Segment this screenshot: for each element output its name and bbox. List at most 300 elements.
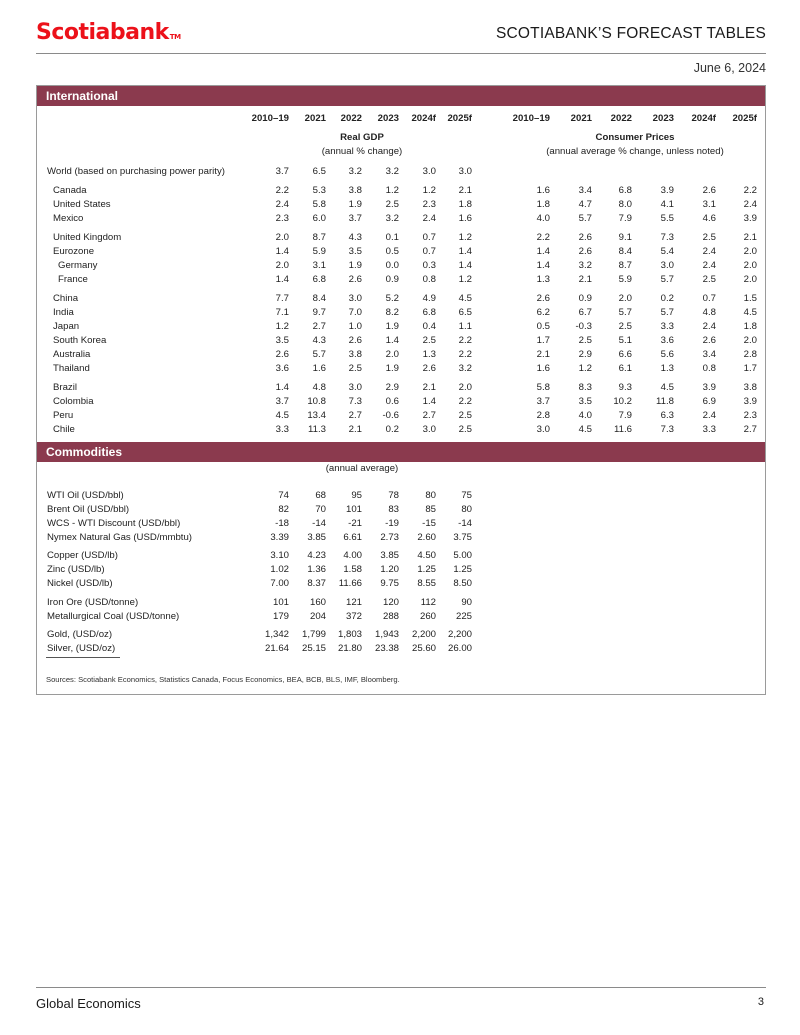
country-label: Eurozone [53,246,95,257]
column-header-gdp-year: 2010–19 [251,113,289,124]
commodity-value-cell: 9.75 [380,578,399,589]
gdp-value-cell: 0.5 [385,246,399,257]
cpi-value-cell: 2.5 [702,232,716,243]
country-label: Japan [53,321,80,332]
commodity-value-cell: 112 [420,597,436,608]
cpi-value-cell: 5.8 [536,382,550,393]
cpi-value-cell: 5.9 [618,274,632,285]
cpi-value-cell: 2.3 [743,410,757,421]
cpi-value-cell: 3.6 [660,335,674,346]
cpi-value-cell: 1.3 [660,363,674,374]
cpi-value-cell: 1.3 [536,274,550,285]
gdp-value-cell: 2.5 [385,199,399,210]
gdp-value-cell: 3.5 [348,246,362,257]
gdp-value-cell: 1.6 [312,363,326,374]
gdp-value-cell: 1.2 [458,232,472,243]
cpi-value-cell: -0.3 [575,321,592,332]
cpi-value-cell: 5.4 [660,246,674,257]
gdp-value-cell: 1.4 [275,246,289,257]
cpi-value-cell: 1.4 [536,260,550,271]
gdp-value-cell: 2.0 [275,232,289,243]
cpi-value-cell: 4.8 [702,307,716,318]
commodity-label: Iron Ore (USD/tonne) [47,597,139,608]
gdp-value-cell: 5.7 [312,349,326,360]
commodity-value-cell: -14 [312,518,326,529]
commodity-value-cell: 3.10 [270,550,289,561]
gdp-value-cell: 5.9 [312,246,326,257]
commodity-label: Nickel (USD/lb) [47,578,113,589]
commodity-value-cell: 1.36 [307,564,326,575]
cpi-value-cell: 2.1 [743,232,757,243]
column-header-cpi-year: 2025f [732,113,757,124]
gdp-value-cell: 2.6 [275,349,289,360]
cpi-value-cell: 2.6 [702,335,716,346]
gdp-value-cell: 2.1 [348,424,362,435]
column-header-cpi-year: 2010–19 [512,113,550,124]
cpi-value-cell: 3.4 [702,349,716,360]
commodity-value-cell: 6.61 [343,532,362,543]
gdp-value-cell: 3.0 [348,293,362,304]
gdp-value-cell: 2.5 [458,424,472,435]
commodity-value-cell: 121 [345,597,362,608]
cpi-value-cell: 2.8 [536,410,550,421]
commodity-value-cell: 5.00 [453,550,472,561]
gdp-value-cell: 3.5 [275,335,289,346]
commodity-value-cell: 7.00 [270,578,289,589]
cpi-value-cell: 0.9 [578,293,592,304]
gdp-value-cell: 4.3 [312,335,326,346]
country-label: South Korea [53,335,107,346]
gdp-value-cell: 6.5 [312,166,326,177]
gdp-value-cell: 2.5 [348,363,362,374]
cpi-value-cell: 6.1 [618,363,632,374]
cpi-value-cell: 11.8 [656,396,674,407]
column-header-gdp-year: 2023 [377,113,399,124]
gdp-value-cell: 6.5 [458,307,472,318]
gdp-value-cell: 0.1 [385,232,399,243]
cpi-value-cell: 2.9 [578,349,592,360]
cpi-value-cell: 2.4 [743,199,757,210]
country-label: Peru [53,410,74,421]
gdp-value-cell: 2.5 [422,335,436,346]
gdp-value-cell: 3.0 [458,166,472,177]
commodity-value-cell: -14 [458,518,472,529]
gdp-value-cell: 2.6 [422,363,436,374]
commodity-value-cell: 260 [419,611,436,622]
commodity-value-cell: 4.50 [417,550,436,561]
gdp-value-cell: 1.4 [275,274,289,285]
gdp-value-cell: 3.6 [275,363,289,374]
cpi-value-cell: 6.7 [578,307,592,318]
commodity-value-cell: 4.23 [307,550,326,561]
cpi-value-cell: 3.9 [743,213,757,224]
gdp-value-cell: 2.2 [458,335,472,346]
cpi-value-cell: 5.7 [618,307,632,318]
cpi-value-cell: 1.6 [536,363,550,374]
commodity-value-cell: 26.00 [447,643,472,654]
gdp-value-cell: 8.4 [312,293,326,304]
commodity-value-cell: 11.66 [338,578,362,589]
cpi-value-cell: 1.6 [536,185,550,196]
commodity-value-cell: -18 [275,518,289,529]
gdp-value-cell: 3.2 [348,166,362,177]
commodity-value-cell: 8.50 [453,578,472,589]
gdp-value-cell: 1.3 [422,349,436,360]
commodity-value-cell: 1.58 [343,564,362,575]
gdp-value-cell: 0.8 [422,274,436,285]
commodity-value-cell: -21 [348,518,362,529]
gdp-value-cell: 3.0 [422,166,436,177]
cpi-value-cell: 6.9 [702,396,716,407]
commodity-value-cell: 3.39 [270,532,289,543]
commodity-value-cell: 288 [382,611,399,622]
gdp-value-cell: 2.7 [422,410,436,421]
commodity-label: Metallurgical Coal (USD/tonne) [47,611,180,622]
cpi-value-cell: 3.7 [536,396,550,407]
gdp-value-cell: 2.0 [385,349,399,360]
cpi-value-cell: 2.5 [578,335,592,346]
gdp-value-cell: 3.7 [275,166,289,177]
gdp-value-cell: 3.3 [275,424,289,435]
cpi-value-cell: 4.5 [578,424,592,435]
cpi-value-cell: 4.5 [743,307,757,318]
cpi-value-cell: 3.9 [660,185,674,196]
commodity-value-cell: 75 [461,490,472,501]
commodity-value-cell: 225 [455,611,472,622]
cpi-value-cell: 3.0 [536,424,550,435]
commodity-label: Nymex Natural Gas (USD/mmbtu) [47,532,192,543]
commodity-value-cell: 101 [345,504,362,515]
cpi-value-cell: 2.4 [702,260,716,271]
gdp-value-cell: 1.8 [458,199,472,210]
commodity-value-cell: 8.55 [417,578,436,589]
gdp-value-cell: 1.9 [385,363,399,374]
country-label: India [53,307,74,318]
gdp-value-cell: 1.1 [458,321,472,332]
gdp-value-cell: 1.2 [385,185,399,196]
cpi-value-cell: 0.5 [536,321,550,332]
publication-date: June 6, 2024 [693,61,766,75]
commodity-value-cell: -15 [422,518,436,529]
logo-trademark: TM [169,33,181,41]
commodity-value-cell: 101 [272,597,289,608]
gdp-value-cell: 0.2 [385,424,399,435]
gdp-value-cell: 6.8 [312,274,326,285]
cpi-value-cell: 3.5 [578,396,592,407]
gdp-value-cell: 7.7 [275,293,289,304]
commodity-value-cell: 80 [425,490,436,501]
country-label: United Kingdom [53,232,122,243]
cpi-value-cell: 1.7 [743,363,757,374]
gdp-value-cell: 8.2 [385,307,399,318]
commodity-value-cell: 1,799 [301,629,326,640]
cpi-value-cell: 2.5 [702,274,716,285]
gdp-value-cell: 4.3 [348,232,362,243]
consumer-prices-caption: Consumer Prices [595,132,675,143]
sources-note: Sources: Scotiabank Economics, Statistics Canada, Focus Economics, BEA, BCB, BLS, IMF, Bloomberg. [46,675,400,684]
commodity-value-cell: 83 [388,504,399,515]
cpi-value-cell: 2.0 [743,335,757,346]
commodity-value-cell: 95 [351,490,362,501]
commodity-value-cell: 1.02 [270,564,289,575]
gdp-value-cell: 2.9 [385,382,399,393]
commodity-value-cell: 2,200 [411,629,436,640]
cpi-value-cell: 3.3 [660,321,674,332]
column-header-gdp-year: 2025f [447,113,472,124]
column-header-gdp-year: 2024f [411,113,436,124]
commodity-value-cell: 1.20 [380,564,399,575]
gdp-value-cell: 3.8 [348,185,362,196]
cpi-value-cell: 7.9 [618,213,632,224]
commodity-value-cell: 23.38 [374,643,399,654]
gdp-value-cell: 3.7 [348,213,362,224]
cpi-value-cell: 2.0 [743,274,757,285]
cpi-value-cell: 2.1 [578,274,592,285]
gdp-value-cell: 1.2 [275,321,289,332]
commodity-value-cell: 70 [315,504,326,515]
cpi-value-cell: 5.5 [660,213,674,224]
cpi-value-cell: 3.1 [702,199,716,210]
gdp-value-cell: 2.1 [458,185,472,196]
commodity-value-cell: -19 [385,518,399,529]
country-label: Canada [53,185,87,196]
cpi-value-cell: 4.0 [536,213,550,224]
commodity-label: Gold, (USD/oz) [47,629,113,640]
commodity-value-cell: 179 [272,611,289,622]
gdp-value-cell: 1.9 [348,260,362,271]
column-header-gdp-year: 2022 [340,113,362,124]
column-header-cpi-year: 2021 [570,113,592,124]
cpi-value-cell: 7.3 [660,232,674,243]
cpi-value-cell: 6.3 [660,410,674,421]
cpi-value-cell: 2.6 [578,232,592,243]
commodity-value-cell: 21.80 [337,643,362,654]
country-label: China [53,293,79,304]
cpi-value-cell: 4.1 [660,199,674,210]
gdp-value-cell: 0.7 [422,246,436,257]
gdp-value-cell: 1.0 [348,321,362,332]
country-label: Mexico [53,213,84,224]
commodity-value-cell: 3.85 [307,532,326,543]
commodity-value-cell: 78 [388,490,399,501]
commodity-value-cell: 204 [309,611,326,622]
cpi-value-cell: 11.6 [614,424,632,435]
real-gdp-caption: Real GDP [340,132,384,143]
gdp-value-cell: 0.3 [422,260,436,271]
commodity-label: Zinc (USD/lb) [47,564,105,575]
cpi-value-cell: 8.3 [578,382,592,393]
gdp-value-cell: 9.7 [312,307,326,318]
cpi-value-cell: 1.5 [743,293,757,304]
cpi-value-cell: 3.2 [578,260,592,271]
cpi-value-cell: 0.2 [660,293,674,304]
cpi-value-cell: 6.6 [618,349,632,360]
commodity-value-cell: 80 [461,504,472,515]
cpi-value-cell: 3.4 [578,185,592,196]
gdp-value-cell: 2.7 [348,410,362,421]
cpi-value-cell: 3.9 [743,396,757,407]
gdp-value-cell: 3.1 [312,260,326,271]
commodity-label: WTI Oil (USD/bbl) [47,490,124,501]
commodity-value-cell: 68 [315,490,326,501]
gdp-value-cell: 2.7 [312,321,326,332]
gdp-value-cell: 3.2 [385,166,399,177]
cpi-value-cell: 1.7 [536,335,550,346]
gdp-value-cell: 2.2 [275,185,289,196]
gdp-value-cell: -0.6 [382,410,399,421]
cpi-value-cell: 5.6 [660,349,674,360]
gdp-value-cell: 11.3 [308,424,326,435]
cpi-value-cell: 3.9 [702,382,716,393]
cpi-value-cell: 2.0 [618,293,632,304]
gdp-value-cell: 7.3 [348,396,362,407]
cpi-value-cell: 2.2 [536,232,550,243]
gdp-value-cell: 1.2 [458,274,472,285]
header-divider [36,53,766,54]
cpi-value-cell: 0.8 [702,363,716,374]
country-label: Australia [53,349,91,360]
gdp-value-cell: 4.5 [458,293,472,304]
gdp-value-cell: 0.6 [385,396,399,407]
gdp-value-cell: 1.4 [385,335,399,346]
cpi-value-cell: 5.1 [618,335,632,346]
commodity-value-cell: 3.75 [453,532,472,543]
cpi-value-cell: 5.7 [660,307,674,318]
country-label: Thailand [53,363,90,374]
footer-publication: Global Economics [36,996,141,1011]
gdp-value-cell: 3.2 [458,363,472,374]
cpi-value-cell: 2.2 [743,185,757,196]
country-label: Colombia [53,396,94,407]
cpi-value-cell: 5.7 [578,213,592,224]
gdp-value-cell: 2.2 [458,349,472,360]
commodity-value-cell: 2.73 [380,532,399,543]
cpi-value-cell: 2.4 [702,321,716,332]
gdp-value-cell: 2.5 [458,410,472,421]
cpi-value-cell: 4.0 [578,410,592,421]
gdp-value-cell: 2.1 [422,382,436,393]
country-label: Germany [58,260,98,271]
gdp-value-cell: 2.4 [275,199,289,210]
gdp-value-cell: 6.8 [422,307,436,318]
cpi-value-cell: 5.7 [660,274,674,285]
gdp-value-cell: 2.0 [458,382,472,393]
commodities-caption: (annual average) [325,463,399,474]
cpi-value-cell: 2.0 [743,246,757,257]
commodity-value-cell: 1.25 [453,564,472,575]
commodity-value-cell: 372 [345,611,362,622]
country-label: Brazil [53,382,77,393]
commodity-label: Copper (USD/lb) [47,550,118,561]
scotiabank-logo [36,20,181,45]
gdp-value-cell: 2.6 [348,335,362,346]
commodity-value-cell: 90 [461,597,472,608]
country-label: Chile [53,424,75,435]
gdp-value-cell: 2.3 [275,213,289,224]
gdp-value-cell: 2.4 [422,213,436,224]
gdp-value-cell: 0.4 [422,321,436,332]
gdp-value-cell: 5.3 [312,185,326,196]
gdp-value-cell: 2.0 [275,260,289,271]
commodity-value-cell: 2,200 [447,629,472,640]
commodity-value-cell: 4.00 [343,550,362,561]
gdp-value-cell: 0.9 [385,274,399,285]
gdp-value-cell: 3.7 [275,396,289,407]
commodity-value-cell: 85 [425,504,436,515]
gdp-value-cell: 1.4 [458,260,472,271]
footer-divider [36,987,766,988]
gdp-value-cell: 3.2 [385,213,399,224]
commodity-label: WCS - WTI Discount (USD/bbl) [47,518,181,529]
cpi-value-cell: 2.6 [536,293,550,304]
cpi-value-cell: 4.5 [660,382,674,393]
cpi-value-cell: 3.3 [702,424,716,435]
commodity-value-cell: 3.85 [380,550,399,561]
commodity-value-cell: 1,803 [337,629,362,640]
cpi-value-cell: 4.7 [578,199,592,210]
commodity-value-cell: 1.25 [417,564,436,575]
gdp-value-cell: 1.4 [422,396,436,407]
gdp-value-cell: 7.0 [348,307,362,318]
cpi-value-cell: 2.4 [702,410,716,421]
cpi-value-cell: 8.4 [618,246,632,257]
cpi-value-cell: 3.0 [660,260,674,271]
country-label: United States [53,199,111,210]
cpi-value-cell: 2.4 [702,246,716,257]
cpi-value-cell: 2.5 [618,321,632,332]
gdp-value-cell: 0.0 [385,260,399,271]
commodity-value-cell: 1,342 [264,629,289,640]
column-header-gdp-year: 2021 [304,113,326,124]
country-label: France [58,274,88,285]
cpi-value-cell: 1.2 [578,363,592,374]
commodity-value-cell: 25.60 [411,643,436,654]
section-header-commodities: Commodities [37,442,765,462]
gdp-value-cell: 0.7 [422,232,436,243]
column-header-cpi-year: 2022 [610,113,632,124]
section-header-international: International [37,86,765,106]
real-gdp-subcaption: (annual % change) [321,146,403,157]
cpi-value-cell: 1.8 [743,321,757,332]
gdp-value-cell: 2.3 [422,199,436,210]
commodity-value-cell: 82 [278,504,289,515]
commodity-value-cell: 8.37 [307,578,326,589]
cpi-value-cell: 10.2 [613,396,632,407]
commodity-value-cell: 120 [382,597,399,608]
commodity-value-cell: 25.15 [301,643,326,654]
cpi-value-cell: 8.0 [618,199,632,210]
gdp-value-cell: 8.7 [312,232,326,243]
gdp-value-cell: 3.0 [422,424,436,435]
cpi-value-cell: 8.7 [618,260,632,271]
cpi-value-cell: 2.7 [743,424,757,435]
gdp-value-cell: 4.5 [275,410,289,421]
cpi-value-cell: 2.8 [743,349,757,360]
gdp-value-cell: 13.4 [307,410,326,421]
commodity-value-cell: 21.64 [264,643,289,654]
page-number: 3 [757,996,764,1008]
cpi-value-cell: 7.9 [618,410,632,421]
commodity-value-cell: 1,943 [374,629,399,640]
commodity-label: Silver, (USD/oz) [47,643,116,654]
cpi-value-cell: 9.3 [618,382,632,393]
cpi-value-cell: 2.6 [702,185,716,196]
commodity-value-cell: 160 [309,597,326,608]
cpi-value-cell: 9.1 [618,232,632,243]
consumer-prices-subcaption: (annual average % change, unless noted) [546,146,724,157]
gdp-value-cell: 4.8 [312,382,326,393]
gdp-value-cell: 1.2 [422,185,436,196]
